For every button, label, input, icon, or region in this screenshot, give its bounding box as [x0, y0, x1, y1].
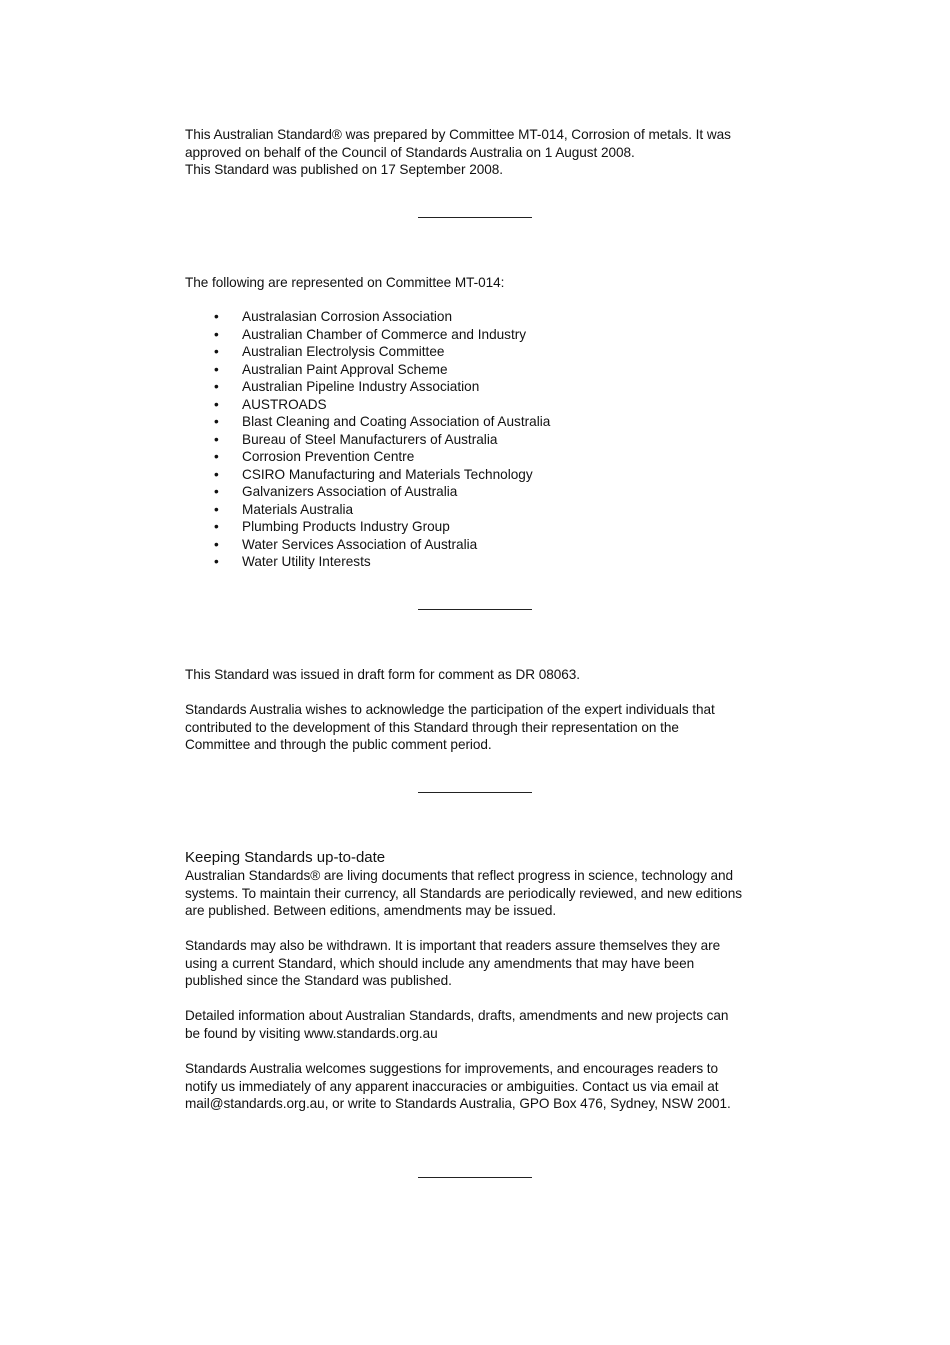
bullet-icon: •	[214, 326, 219, 342]
bullet-icon: •	[214, 361, 219, 377]
acknowledgement-line: contributed to the development of this Standard through their representation on the	[185, 719, 679, 735]
keeping-paragraph-4	[185, 1060, 785, 1113]
list-item	[185, 326, 550, 344]
member-name: Water Services Association of Australia	[242, 536, 478, 552]
member-name: Australian Pipeline Industry Association	[242, 379, 480, 394]
member-name: Blast Cleaning and Coating Association of Australia	[242, 414, 551, 429]
bullet-icon: •	[214, 379, 219, 394]
draft-paragraph	[185, 666, 785, 684]
paragraph-line: Detailed information about Australian Standards, drafts, amendments and new projects can	[185, 1008, 729, 1023]
list-item	[185, 501, 550, 519]
committee-members-list	[185, 308, 550, 571]
bullet-icon: •	[214, 519, 219, 534]
section-divider	[418, 217, 532, 218]
bullet-icon: •	[214, 344, 219, 359]
approval-paragraph	[185, 126, 785, 179]
committee-intro	[185, 274, 785, 292]
published-line: This Standard was published on 17 September 2008.	[185, 162, 503, 178]
list-item	[185, 378, 550, 396]
paragraph-line: Standards may also be withdrawn. It is important that readers assure themselves they are	[185, 938, 721, 953]
member-name: Corrosion Prevention Centre	[242, 449, 415, 464]
section-heading: Keeping Standards up-to-date	[185, 849, 386, 866]
bullet-icon: •	[214, 554, 219, 569]
paragraph-line: published since the Standard was published.	[185, 973, 452, 989]
bullet-icon: •	[214, 396, 219, 412]
committee-intro-text: The following are represented on Committee MT-014:	[185, 275, 505, 290]
section-divider	[418, 609, 532, 610]
list-item	[185, 536, 550, 554]
member-name: Plumbing Products Industry Group	[242, 519, 450, 534]
bullet-icon: •	[214, 431, 219, 447]
list-item	[185, 466, 550, 484]
bullet-icon: •	[214, 309, 219, 324]
acknowledgement-line: Standards Australia wishes to acknowledge the participation of the expert individuals that	[185, 702, 715, 717]
list-item	[185, 431, 550, 449]
approval-line: approved on behalf of the Council of Standards Australia on 1 August 2008.	[185, 144, 635, 160]
list-item	[185, 483, 550, 501]
member-name: Australian Electrolysis Committee	[242, 344, 445, 359]
list-item	[185, 343, 550, 361]
member-name: Bureau of Steel Manufacturers of Australia	[242, 431, 498, 447]
list-item	[185, 448, 550, 466]
list-item	[185, 361, 550, 379]
member-name: Australian Chamber of Commerce and Industry	[242, 326, 527, 342]
section-divider	[418, 792, 532, 793]
bullet-icon: •	[214, 449, 219, 464]
acknowledgement-paragraph	[185, 701, 785, 754]
paragraph-line: Australian Standards® are living documents that reflect progress in science, technology and	[185, 868, 734, 883]
section-divider	[418, 1177, 532, 1178]
list-item	[185, 396, 550, 414]
member-name: Water Utility Interests	[242, 554, 371, 569]
paragraph-line: using a current Standard, which should include any amendments that may have been	[185, 955, 695, 971]
bullet-icon: •	[214, 501, 219, 517]
member-name: Australasian Corrosion Association	[242, 309, 453, 324]
bullet-icon: •	[214, 414, 219, 429]
paragraph-line: systems. To maintain their currency, all Standards are periodically reviewed, and new editions	[185, 885, 742, 901]
paragraph-line: be found by visiting www.standards.org.au	[185, 1025, 438, 1041]
keeping-paragraph-2	[185, 937, 785, 990]
draft-text: This Standard was issued in draft form for comment as DR 08063.	[185, 667, 581, 682]
acknowledgement-line: Committee and through the public comment period.	[185, 737, 492, 753]
member-name: AUSTROADS	[242, 396, 327, 412]
paragraph-line: mail@standards.org.au, or write to Standards Australia, GPO Box 476, Sydney, NSW 2001.	[185, 1096, 731, 1112]
paragraph-line: Standards Australia welcomes suggestions for improvements, and encourages readers to	[185, 1061, 719, 1076]
list-item	[185, 518, 550, 536]
list-item	[185, 553, 550, 571]
bullet-icon: •	[214, 466, 219, 482]
bullet-icon: •	[214, 536, 219, 552]
list-item	[185, 308, 550, 326]
paragraph-line: are published. Between editions, amendments may be issued.	[185, 903, 557, 919]
member-name: Materials Australia	[242, 501, 354, 517]
member-name: Galvanizers Association of Australia	[242, 484, 458, 499]
keeping-paragraph-3	[185, 1007, 785, 1042]
member-name: CSIRO Manufacturing and Materials Technology	[242, 466, 533, 482]
approval-line: This Australian Standard® was prepared by Committee MT-014, Corrosion of metals. It was	[185, 127, 731, 142]
keeping-paragraph-1	[185, 867, 785, 920]
list-item	[185, 413, 550, 431]
member-name: Australian Paint Approval Scheme	[242, 361, 448, 377]
bullet-icon: •	[214, 484, 219, 499]
paragraph-line: notify us immediately of any apparent inaccuracies or ambiguities. Contact us via email at	[185, 1078, 719, 1094]
